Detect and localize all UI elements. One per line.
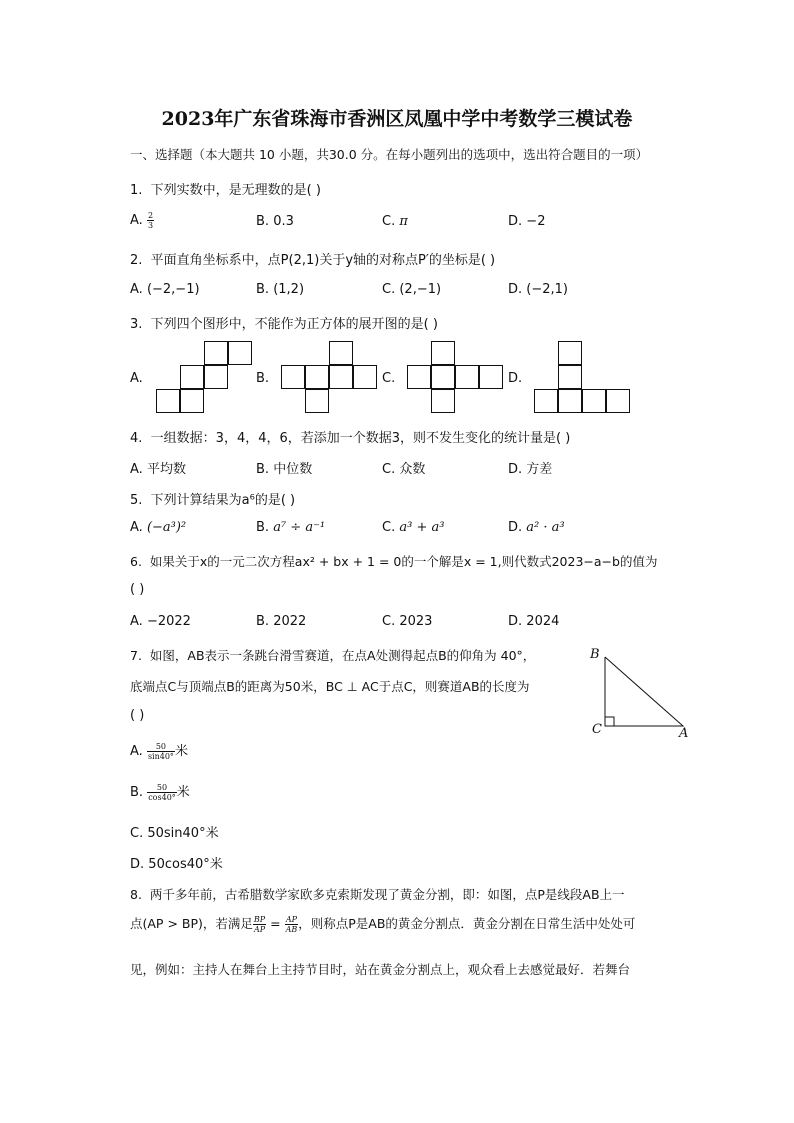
question-6-line2: ( ) (130, 582, 145, 597)
q7-option-d[interactable]: D. 50cos40°米 (130, 857, 223, 872)
question-5: 5. 下列计算结果为a⁶的是( ) (130, 493, 296, 508)
q3-option-d[interactable]: D. (508, 371, 523, 386)
q7-option-a[interactable]: A. $\frac{50}{\sin 40^\circ}$ 米 (130, 742, 188, 761)
q1-option-d[interactable]: D. −2 (508, 214, 546, 229)
q4-option-a[interactable]: A. 平均数 (130, 462, 186, 477)
q3-option-c[interactable]: C. (382, 371, 396, 386)
question-7-line2: 底端点C与顶端点B的距离为50米，BC ⊥ AC于点C，则赛道AB的长度为 (130, 679, 530, 694)
question-6: 6. 如果关于x的一元二次方程ax² + bx + 1 = 0的一个解是x = 1,则代数式2023−a−b的值为 (130, 554, 658, 569)
label-a: A (679, 726, 689, 741)
q2-option-b[interactable]: B. (1,2) (256, 282, 305, 297)
question-8-line3: 见，例如：主持人在舞台上主持节目时，站在黄金分割点上，观众看上去感觉最好．若舞台 (130, 962, 631, 977)
q7-option-c[interactable]: C. 50sin40°米 (130, 826, 219, 841)
q4-option-b[interactable]: B. 中位数 (256, 462, 313, 477)
q2-option-a[interactable]: A. (−2,−1) (130, 282, 200, 297)
q6-option-d[interactable]: D. 2024 (508, 614, 560, 629)
q2-option-d[interactable]: D. (−2,1) (508, 282, 569, 297)
question-8-line2: 点(AP > BP)，若满足 $\frac{BP}{AP}$ = $\frac{AP}{AB}$ ，则称点P是AB的黄金分割点．黄金分割在日常生活中处处可 (130, 915, 636, 934)
q4-option-c[interactable]: C. 众数 (382, 462, 426, 477)
question-2: 2. 平面直角坐标系中，点P(2,1)关于y轴的对称点P′的坐标是( ) (130, 253, 496, 268)
q5-option-d[interactable]: D. a² · a³ (508, 520, 565, 535)
question-7-line3: ( ) (130, 708, 145, 723)
q3-option-b[interactable]: B. (256, 371, 270, 386)
question-3: 3. 下列四个图形中，不能作为正方体的展开图的是( ) (130, 317, 438, 332)
label-c: C (592, 722, 602, 737)
q6-option-b[interactable]: B. 2022 (256, 614, 307, 629)
section-heading: 一、选择题（本大题共 10 小题，共30.0 分。在每小题列出的选项中，选出符合题目的一项） (130, 147, 649, 162)
question-7: 7. 如图，AB表示一条跳台滑雪赛道，在点A处测得起点B的仰角为 40°， (130, 648, 536, 663)
q7-option-b[interactable]: B. $\frac{50}{\cos 40^\circ}$ 米 (130, 783, 190, 802)
q5-option-a[interactable]: A. (−a³)² (130, 520, 187, 535)
q4-option-d[interactable]: D. 方差 (508, 462, 553, 477)
q1-option-a[interactable]: A. $\frac{2}{3}$ (130, 211, 154, 230)
q5-option-b[interactable]: B. a⁷ ÷ a⁻¹ (256, 520, 326, 535)
q6-option-a[interactable]: A. −2022 (130, 614, 191, 629)
question-8: 8. 两千多年前，古希腊数学家欧多克索斯发现了黄金分割，即：如图，点P是线段AB上一 (130, 887, 625, 902)
question-4: 4. 一组数据：3，4，4，6，若添加一个数据3，则不发生变化的统计量是( ) (130, 431, 571, 446)
page-title: 2023年广东省珠海市香洲区凤凰中学中考数学三模试卷 (161, 108, 633, 130)
q2-option-c[interactable]: C. (2,−1) (382, 282, 442, 297)
q3-option-a[interactable]: A. (130, 371, 143, 386)
q6-option-c[interactable]: C. 2023 (382, 614, 433, 629)
label-b: B (590, 647, 600, 662)
q5-option-c[interactable]: C. a³ + a³ (382, 520, 445, 535)
q1-option-c[interactable]: C. π (382, 214, 408, 229)
q1-option-b[interactable]: B. 0.3 (256, 214, 294, 229)
question-1: 1. 下列实数中，是无理数的是( ) (130, 183, 321, 198)
